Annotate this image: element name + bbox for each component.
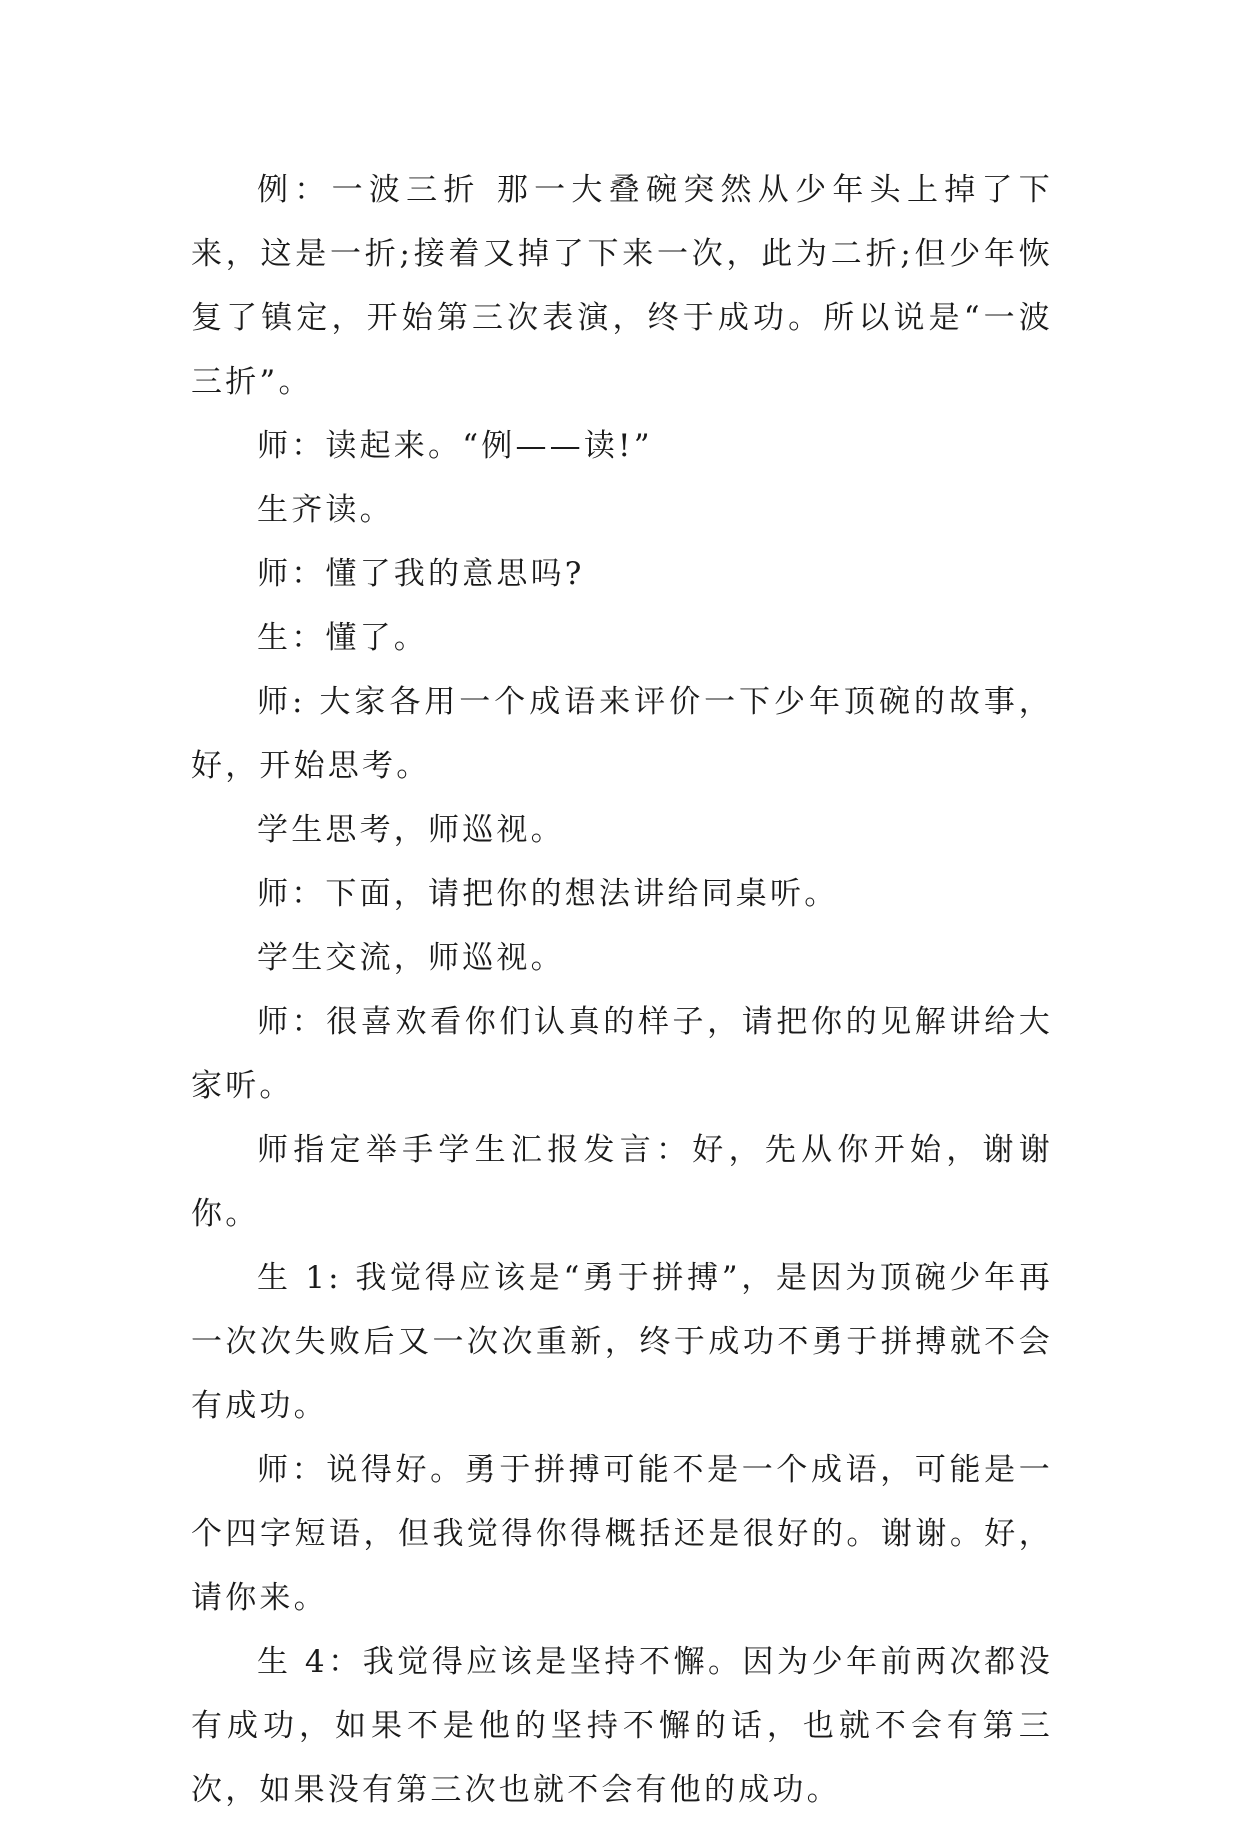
paragraph-teacher-share: 师：下面，请把你的想法讲给同桌听。 [257,876,839,912]
paragraph-students-read: 生齐读。 [257,492,394,528]
paragraph-student-answer: 生：懂了。 [257,620,428,656]
document-body [191,158,1053,1822]
paragraph-teacher-idiom-task: 师: 大家各用一个成语来评价一下少年顶碗的故事，好，开始思考。 [191,684,1053,784]
paragraph-students-exchange: 学生交流，师巡视。 [257,940,565,976]
paragraph-student-1: 生 1: 我觉得应该是“勇于拼搏”，是因为顶碗少年再一次次失败后又一次次重新，终于成功不勇于拼搏就不会有成功。 [191,1260,1053,1424]
paragraph-students-think: 学生思考，师巡视。 [257,812,565,848]
paragraph-teacher-call-on: 师指定举手学生汇报发言：好，先从你开始，谢谢你。 [191,1132,1053,1232]
paragraph-teacher-praise: 师：很喜欢看你们认真的样子，请把你的见解讲给大家听。 [191,1004,1053,1104]
paragraph-teacher-read: 师：读起来。“例——读!” [257,428,653,464]
paragraph-teacher-feedback: 师：说得好。勇于拼搏可能不是一个成语，可能是一个四字短语，但我觉得你得概括还是很好的。谢谢。好，请你来。 [191,1452,1053,1616]
paragraph-student-4: 生 4：我觉得应该是坚持不懈。因为少年前两次都没有成功，如果不是他的坚持不懈的话，也就不会有第三次，如果没有第三次也就不会有他的成功。 [191,1644,1053,1808]
paragraph-example-twists: 例：一波三折 那一大叠碗突然从少年头上掉了下来，这是一折;接着又掉了下来一次，此为二折;但少年恢复了镇定，开始第三次表演，终于成功。所以说是“一波三折”。 [191,172,1053,400]
paragraph-teacher-question: 师：懂了我的意思吗? [257,556,585,592]
